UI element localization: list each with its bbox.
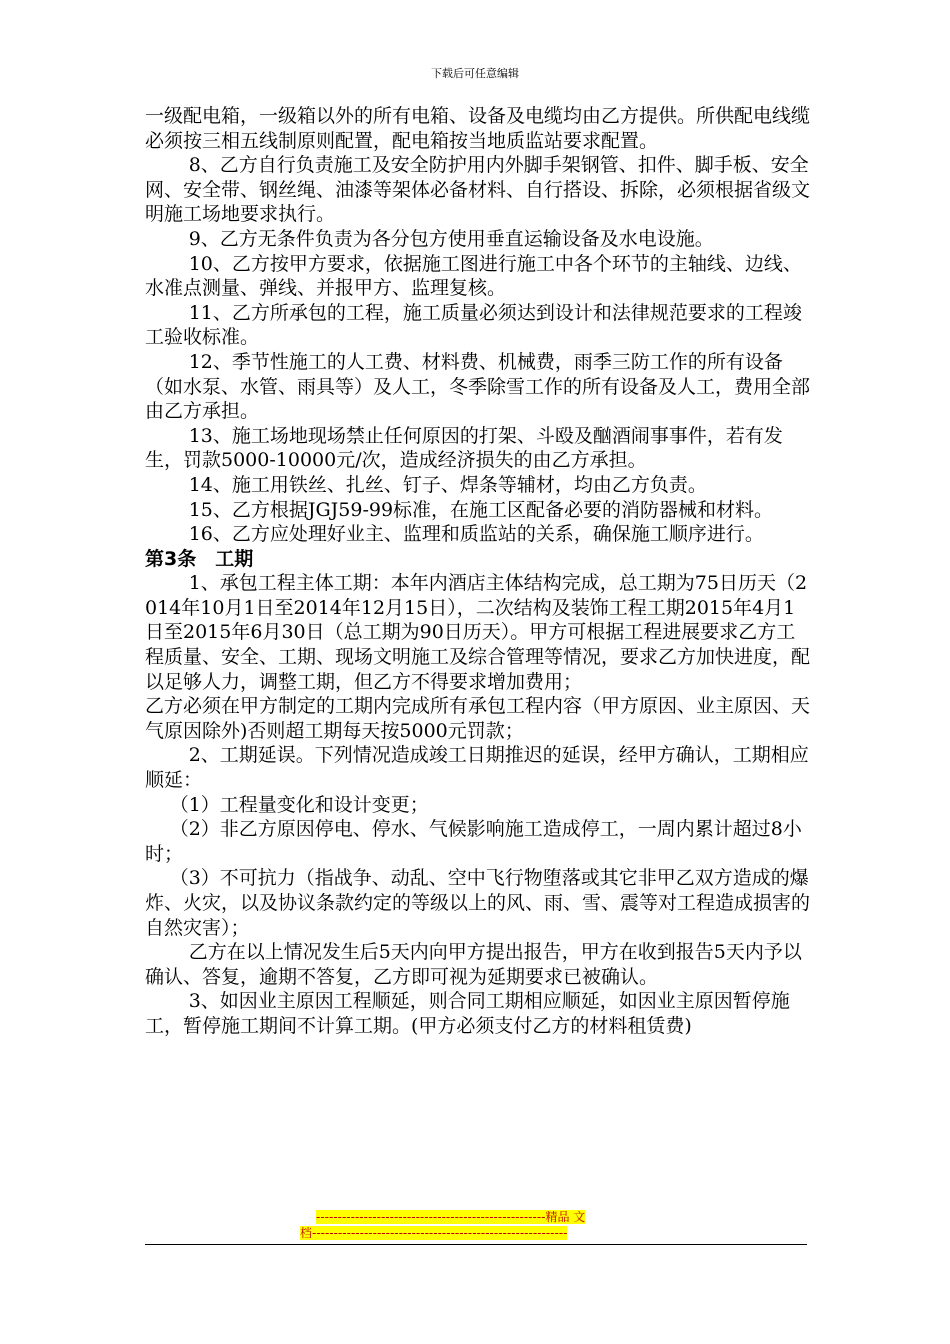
list-item: （1）工程量变化和设计变更； [169, 793, 429, 816]
paragraph: 乙方在以上情况发生后5天内向甲方提出报告，甲方在收到报告5天内予以确认、答复，逾期不答复，乙方即可视为延期要求已被确认。 [145, 941, 802, 988]
paragraph: 14、施工用铁丝、扎丝、钉子、焊条等辅材，均由乙方负责。 [188, 473, 707, 496]
paragraph: 12、季节性施工的人工费、材料费、机械费，雨季三防工作的所有设备（如水泵、水管、雨具等）及人工，冬季除雪工作的所有设备及人工，费用全部由乙方承担。 [145, 350, 811, 423]
page-header [0, 68, 950, 80]
paragraph: 1、承包工程主体工期：本年内酒店主体结构完成，总工期为75日历天（2014年10月1日至2014年12月15日），二次结构及装饰工程工期2015年4月1日至2015年6月30日（总工期为90日历天）。甲方可根据工程进展要求乙方工程质量、安全、工期、现场文明施工及综合管理等情况，要求乙方加快进度，配以足够人力，调整工期，但乙方不得要求增加费用； [145, 572, 811, 693]
paragraph: 2、工期延误。下列情况造成竣工日期推迟的延误，经甲方确认，工期相应顺延： [145, 744, 809, 792]
section-heading: 第3条 工期 [145, 547, 254, 570]
paragraph: 15、乙方根据JGJ59-99标准，在施工区配备必要的消防器械和材料。 [188, 498, 774, 521]
document-body [145, 104, 813, 1039]
paragraph: 9、乙方无条件负责为各分包方使用垂直运输设备及水电设施。 [188, 227, 714, 250]
footer-line-1: -----------------------------------------------------精品 文 [316, 1210, 586, 1224]
paragraph: 3、如因业主原因工程顺延，则合同工期相应顺延，如因业主原因暂停施工，暂停施工期间不计算工期。(甲方必须支付乙方的材料租赁费) [145, 990, 790, 1037]
paragraph: 13、施工场地现场禁止任何原因的打架、斗殴及酗酒闹事事件，若有发生，罚款5000-10000元/次，造成经济损失的由乙方承担。 [145, 424, 783, 472]
paragraph: 8、乙方自行负责施工及安全防护用内外脚手架钢管、扣件、脚手板、安全网、安全带、钢丝绳、油漆等架体必备材料、自行搭设、拆除，必须根据省级文明施工场地要求执行。 [145, 154, 811, 226]
footer-watermark [300, 1209, 650, 1241]
header-text: 下载后可任意编辑 [431, 67, 519, 80]
list-item: （3）不可抗力（指战争、动乱、空中飞行物堕落或其它非甲乙双方造成的爆炸、火灾，以及协议条款约定的等级以上的风、雨、雪、震等对工程造成损害的自然灾害）； [145, 867, 811, 939]
paragraph: 一级配电箱，一级箱以外的所有电箱、设备及电缆均由乙方提供。所供配电线缆必须按三相五线制原则配置，配电箱按当地质监站要求配置。 [145, 105, 811, 152]
list-item: （2）非乙方原因停电、停水、气候影响施工造成停工，一周内累计超过8小时； [145, 818, 802, 865]
paragraph: 10、乙方按甲方要求，依据施工图进行施工中各个环节的主轴线、边线、水准点测量、弹线、并报甲方、监理复核。 [145, 252, 802, 300]
footer-line-2: 档----------------------------------------------------------- [300, 1226, 568, 1240]
footer-divider [145, 1244, 807, 1245]
paragraph: 16、乙方应处理好业主、监理和质监站的关系，确保施工顺序进行。 [188, 523, 764, 546]
paragraph: 11、乙方所承包的工程，施工质量必须达到设计和法律规范要求的工程竣工验收标准。 [145, 301, 802, 349]
paragraph: 乙方必须在甲方制定的工期内完成所有承包工程内容（甲方原因、业主原因、天气原因除外)否则超工期每天按5000元罚款； [145, 695, 811, 742]
